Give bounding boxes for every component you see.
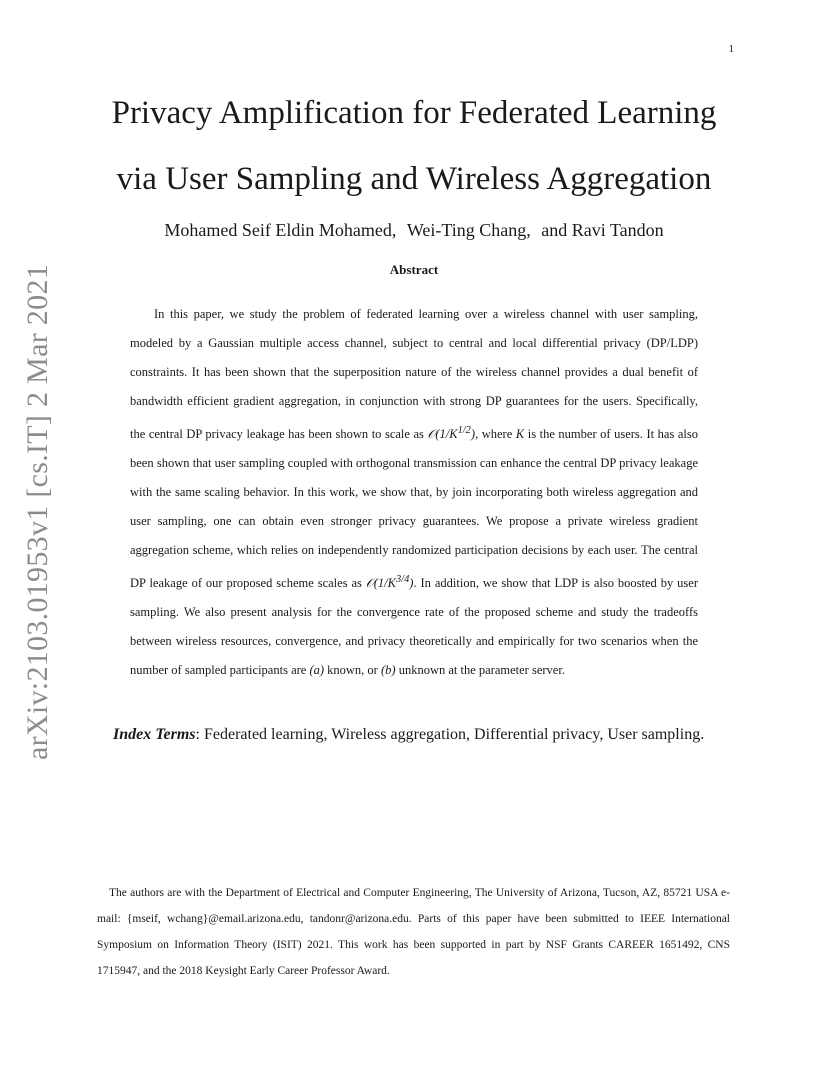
math-variable: (a)	[309, 663, 325, 678]
abstract-text: In this paper, we study the problem of federated learning over a wireless channel with user sampling, modeled by a Gaussian multiple access channel, subject to central and local differential privacy (DP/LDP) constraints. It has been shown that the superposition nature of the wireless channel provides a dual benefit of bandwidth efficient gradient aggregation, in conjunction with strong DP guarantees for the users. Specifically, the central DP privacy leakage has been shown to scale as	[130, 307, 698, 442]
index-terms	[113, 722, 743, 748]
abstract-text: , where	[475, 427, 516, 442]
abstract-heading: Abstract	[389, 262, 439, 277]
abstract-body	[130, 300, 698, 685]
math-variable: (b)	[380, 663, 396, 678]
math-expression: $𝒪(1/K^{1/2})$	[427, 425, 476, 442]
author-3: and Ravi Tandon	[541, 220, 664, 240]
author-2: Wei-Ting Chang,	[406, 220, 531, 240]
title-line-2: via User Sampling and Wireless Aggregation	[116, 161, 712, 197]
math-expression: $𝒪(1/K^{3/4})$	[365, 574, 414, 591]
abstract-text: . In addition, we show that LDP is also boosted by user sampling. We also present analysis for the convergence rate of the proposed scheme and study the tradeoffs between wireless resources, convergence, and privacy theoretically and empirically for two scenarios when the number of sampled participants are	[130, 576, 698, 678]
author-affiliation-footnote: The authors are with the Department of Electrical and Computer Engineering, The University of Arizona, Tucson, AZ, 85721 USA e-mail: {mseif, wchang}@email.arizona.edu, tandonr@arizona.edu. Parts of this paper have been submitted to IEEE International Symposium on Information Theory (ISIT) 2021. This work has been supported in part by NSF Grants CAREER 1651492, CNS 1715947, and the 2018 Keysight Early Career Professor Award.	[97, 887, 730, 977]
index-terms-text: : Federated learning, Wireless aggregation, Differential privacy, User sampling.	[195, 726, 705, 743]
paper-title	[60, 80, 768, 212]
index-terms-label: Index Terms	[113, 726, 196, 743]
abstract-text: is the number of users. It has also been shown that user sampling coupled with orthogonal transmission can enhance the central DP privacy leakage with the same scaling behavior. In this work, we show that, by join incorporating both wireless aggregation and user sampling, one can obtain even stronger privacy guarantees. We propose a private wireless gradient aggregation scheme, which relies on independently randomized participation decisions by each user. The central DP leakage of our proposed scheme scales as	[130, 427, 698, 591]
author-1: Mohamed Seif Eldin Mohamed,	[164, 220, 397, 240]
abstract-text: known, or	[324, 663, 381, 678]
abstract-text: unknown at the parameter server.	[395, 663, 565, 678]
author-list	[60, 220, 768, 241]
math-variable: K	[515, 427, 525, 442]
page-number: 1	[728, 43, 734, 55]
arxiv-identifier-stamp: arXiv:2103.01953v1 [cs.IT] 2 Mar 2021	[21, 263, 54, 760]
title-line-1: Privacy Amplification for Federated Learning	[111, 95, 717, 131]
